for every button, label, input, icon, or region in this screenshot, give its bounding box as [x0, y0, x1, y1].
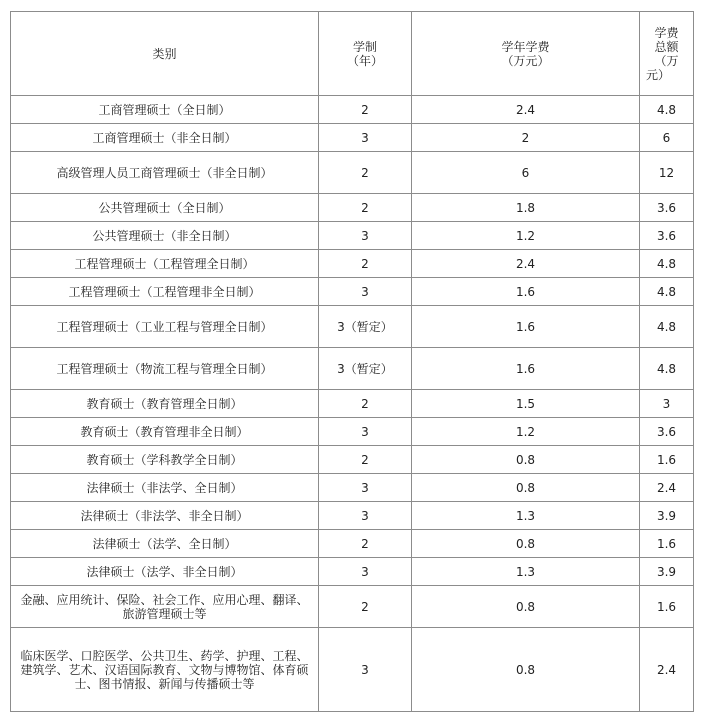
cell-category: 工商管理硕士（非全日制） — [11, 124, 319, 152]
cell-annual-fee: 2 — [412, 124, 640, 152]
cell-total-fee: 1.6 — [640, 586, 694, 628]
table-row — [11, 348, 694, 390]
cell-annual-fee: 1.5 — [412, 390, 640, 418]
cell-total-fee: 3.6 — [640, 222, 694, 250]
table-row — [11, 306, 694, 348]
tuition-fee-table — [10, 11, 694, 712]
cell-category: 高级管理人员工商管理硕士（非全日制） — [11, 152, 319, 194]
table-row — [11, 390, 694, 418]
cell-duration: 3（暂定） — [319, 348, 412, 390]
header-duration-line: 学制 — [352, 39, 377, 54]
cell-annual-fee: 1.6 — [412, 348, 640, 390]
cell-annual-fee: 1.3 — [412, 502, 640, 530]
table-row — [11, 124, 694, 152]
cell-duration: 2 — [319, 586, 412, 628]
cell-total-fee: 1.6 — [640, 446, 694, 474]
cell-annual-fee: 1.2 — [412, 418, 640, 446]
cell-total-fee: 1.6 — [640, 530, 694, 558]
cell-duration: 2 — [319, 390, 412, 418]
cell-duration: 2 — [319, 152, 412, 194]
header-duration — [319, 12, 412, 96]
cell-duration: 3 — [319, 222, 412, 250]
header-total-fee — [640, 12, 694, 96]
header-annual-fee-unit: （万元） — [501, 53, 550, 68]
table-row — [11, 250, 694, 278]
cell-annual-fee: 0.8 — [412, 628, 640, 712]
cell-duration: 2 — [319, 96, 412, 124]
cell-annual-fee: 2.4 — [412, 96, 640, 124]
cell-duration: 3 — [319, 418, 412, 446]
cell-annual-fee: 1.2 — [412, 222, 640, 250]
header-duration-unit: （年） — [346, 53, 383, 68]
cell-annual-fee: 1.6 — [412, 306, 640, 348]
cell-category: 法律硕士（法学、非全日制） — [11, 558, 319, 586]
table-row — [11, 474, 694, 502]
table-row — [11, 558, 694, 586]
cell-duration: 2 — [319, 446, 412, 474]
cell-category: 公共管理硕士（非全日制） — [11, 222, 319, 250]
cell-total-fee: 4.8 — [640, 306, 694, 348]
cell-duration: 3（暂定） — [319, 306, 412, 348]
table-row — [11, 194, 694, 222]
cell-category: 工商管理硕士（全日制） — [11, 96, 319, 124]
cell-annual-fee: 0.8 — [412, 446, 640, 474]
table-row — [11, 530, 694, 558]
cell-total-fee: 3.6 — [640, 194, 694, 222]
cell-category: 法律硕士（非法学、非全日制） — [11, 502, 319, 530]
header-total-fee-line1: 学费 — [654, 25, 679, 40]
header-total-fee-line2: 总额 — [654, 39, 679, 54]
table-row — [11, 278, 694, 306]
header-annual-fee-line: 学年学费 — [501, 39, 550, 54]
cell-category: 公共管理硕士（全日制） — [11, 194, 319, 222]
header-category: 类别 — [11, 12, 319, 96]
header-total-fee-line4: 元） — [646, 67, 671, 82]
header-total-fee-line3: （万 — [654, 53, 679, 68]
table-row — [11, 152, 694, 194]
cell-category: 教育硕士（教育管理全日制） — [11, 390, 319, 418]
table-row — [11, 418, 694, 446]
table-row — [11, 586, 694, 628]
cell-category: 教育硕士（教育管理非全日制） — [11, 418, 319, 446]
cell-annual-fee: 1.6 — [412, 278, 640, 306]
cell-total-fee: 3.6 — [640, 418, 694, 446]
cell-category: 教育硕士（学科教学全日制） — [11, 446, 319, 474]
cell-total-fee: 3.9 — [640, 558, 694, 586]
cell-duration: 3 — [319, 628, 412, 712]
cell-category: 工程管理硕士（物流工程与管理全日制） — [11, 348, 319, 390]
cell-annual-fee: 6 — [412, 152, 640, 194]
cell-total-fee: 12 — [640, 152, 694, 194]
cell-total-fee: 4.8 — [640, 278, 694, 306]
cell-category: 临床医学、口腔医学、公共卫生、药学、护理、工程、建筑学、艺术、汉语国际教育、文物与博物馆、体育硕士、图书情报、新闻与传播硕士等 — [11, 628, 319, 712]
cell-duration: 2 — [319, 530, 412, 558]
table-row — [11, 222, 694, 250]
cell-category: 法律硕士（法学、全日制） — [11, 530, 319, 558]
header-annual-fee — [412, 12, 640, 96]
cell-total-fee: 4.8 — [640, 348, 694, 390]
table-header-row — [11, 12, 694, 96]
cell-duration: 3 — [319, 502, 412, 530]
cell-total-fee: 2.4 — [640, 474, 694, 502]
cell-total-fee: 3 — [640, 390, 694, 418]
cell-annual-fee: 2.4 — [412, 250, 640, 278]
cell-annual-fee: 0.8 — [412, 586, 640, 628]
cell-category: 工程管理硕士（工业工程与管理全日制） — [11, 306, 319, 348]
cell-annual-fee: 0.8 — [412, 474, 640, 502]
cell-total-fee: 4.8 — [640, 96, 694, 124]
cell-duration: 2 — [319, 250, 412, 278]
cell-total-fee: 4.8 — [640, 250, 694, 278]
cell-category: 金融、应用统计、保险、社会工作、应用心理、翻译、旅游管理硕士等 — [11, 586, 319, 628]
cell-duration: 3 — [319, 124, 412, 152]
cell-category: 工程管理硕士（工程管理全日制） — [11, 250, 319, 278]
cell-duration: 3 — [319, 558, 412, 586]
cell-duration: 3 — [319, 278, 412, 306]
table-row — [11, 502, 694, 530]
cell-annual-fee: 1.3 — [412, 558, 640, 586]
cell-category: 法律硕士（非法学、全日制） — [11, 474, 319, 502]
table-row — [11, 446, 694, 474]
cell-annual-fee: 1.8 — [412, 194, 640, 222]
cell-category: 工程管理硕士（工程管理非全日制） — [11, 278, 319, 306]
cell-total-fee: 2.4 — [640, 628, 694, 712]
cell-duration: 2 — [319, 194, 412, 222]
cell-annual-fee: 0.8 — [412, 530, 640, 558]
cell-total-fee: 3.9 — [640, 502, 694, 530]
cell-total-fee: 6 — [640, 124, 694, 152]
table-row — [11, 96, 694, 124]
table-row — [11, 628, 694, 712]
cell-duration: 3 — [319, 474, 412, 502]
